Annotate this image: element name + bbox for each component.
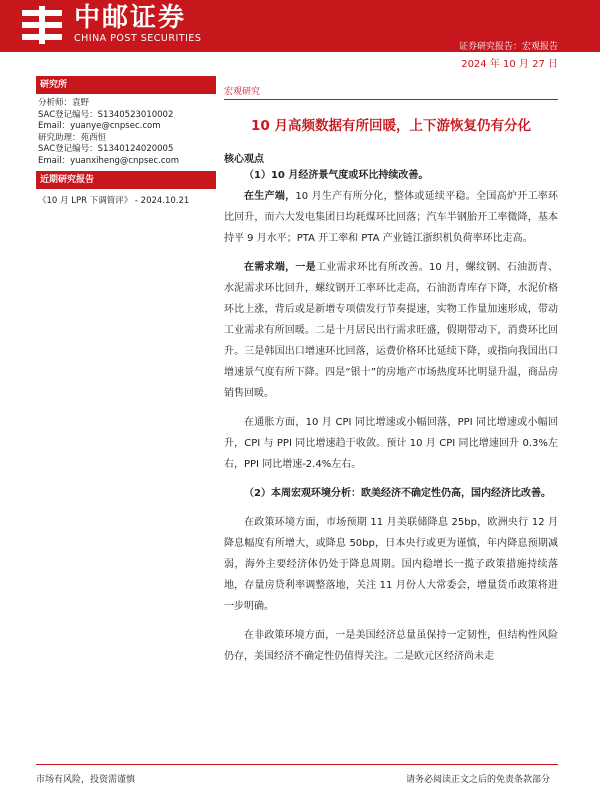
logo-text-en: CHINA POST SECURITIES: [74, 33, 202, 44]
footer-divider: [36, 764, 558, 765]
footer-disclaimer: 请务必阅读正文之后的免责条款部分: [405, 775, 550, 785]
paragraph-body: 10 月生产有所分化，整体或延续平稳。全国高炉开工率环比回升，而六大发电集团日均耗煤环比回落；汽车半钢胎开工率微降，基本持平 9 月水平；PTA 开工率和 PTA 产业链江浙织机负荷率环比走高。: [224, 191, 559, 244]
analyst-line: SAC登记编号：S1340523010002: [38, 109, 174, 120]
recent-reports-title: 近期研究报告: [36, 171, 216, 189]
paragraph: [224, 257, 558, 404]
paragraph: 在通胀方面，10 月 CPI 同比增速或小幅回落，PPI 同比增速或小幅回升，CPI 与 PPI 同比增速趋于收敛。预计 10 月 CPI 同比增速回升 0.3%左右，PPI 同比增速-2.4%左右。: [224, 417, 558, 470]
logo-icon: [18, 4, 66, 46]
header-bar: [0, 0, 600, 52]
category-label: 宏观研究: [224, 84, 558, 100]
research-title: 研究所: [36, 76, 216, 94]
report-date: 2024 年 10 月 27 日: [461, 59, 558, 70]
paragraph: [224, 186, 558, 249]
report-type: 证券研究报告：宏观报告: [458, 42, 558, 52]
paragraph-body: 工业需求环比有所改善。10 月，螺纹钢、石油沥青、水泥需求环比回升，螺纹钢开工率环比走高，石油沥青库存下降，水泥价格环比上涨，背后或是新增专项债发行节奏提速，实物工作量加速形成，带动工业需求有所回暖。二是十月居民出行需求旺盛，假期带动下，消费环比回升。三是韩国出口增速环比回落，运费价格环比延续下降，或指向我国出口增速景气度有所下降。四是“银十”的房地产市场热度环比明显升温，商品房销售回暖。: [224, 262, 559, 399]
page-title: 10 月高频数据有所回暖，上下游恢复仍有分化: [251, 118, 531, 134]
analyst-line: SAC登记编号：S1340124020005: [38, 144, 174, 154]
paragraph-lead: 在生产端，: [244, 191, 296, 202]
analyst-line: Email：yuanye@cnpsec.com: [38, 121, 161, 131]
core-view-title: 核心观点: [224, 154, 264, 165]
recent-report-link[interactable]: 《10 月 LPR 下调简评》 - 2024.10.21: [38, 196, 190, 206]
logo-text-cn: 中邮证券: [74, 3, 187, 33]
main-content: [224, 84, 558, 667]
footer: [0, 764, 600, 790]
analyst-line: 分析师：袁野: [38, 98, 90, 108]
paragraph-lead: 在需求端，一是: [244, 262, 316, 273]
analyst-line: 研究助理：苑西恒: [38, 132, 107, 143]
paragraph: 在政策环境方面，市场预期 11 月美联储降息 25bp，欧洲央行 12 月降息幅度有所增大，或降息 50bp，日本央行或更为谨慎，年内降息预期减弱，海外主要经济体仍处于降息周期。国内稳增长一揽子政策措施持续落地，存量房贷利率调整落地，关注 11 月份人大常委会，增量货币政策将进一步明确。: [224, 517, 558, 612]
footer-risk-note: 市场有风险，投资需谨慎: [36, 775, 136, 785]
analyst-info: [36, 94, 216, 171]
analyst-line: Email：yuanxiheng@cnpsec.com: [38, 155, 180, 166]
section-heading: （1）10 月经济景气度或环比持续改善。: [244, 170, 429, 181]
paragraph: 在非政策环境方面，一是美国经济总量虽保持一定韧性，但结构性风险仍存，美国经济不确定性仍值得关注。二是欧元区经济尚未走: [224, 630, 558, 662]
sidebar: [36, 76, 216, 213]
section-heading: （2）本周宏观环境分析：欧美经济不确定性仍高，国内经济比改善。: [244, 488, 551, 499]
